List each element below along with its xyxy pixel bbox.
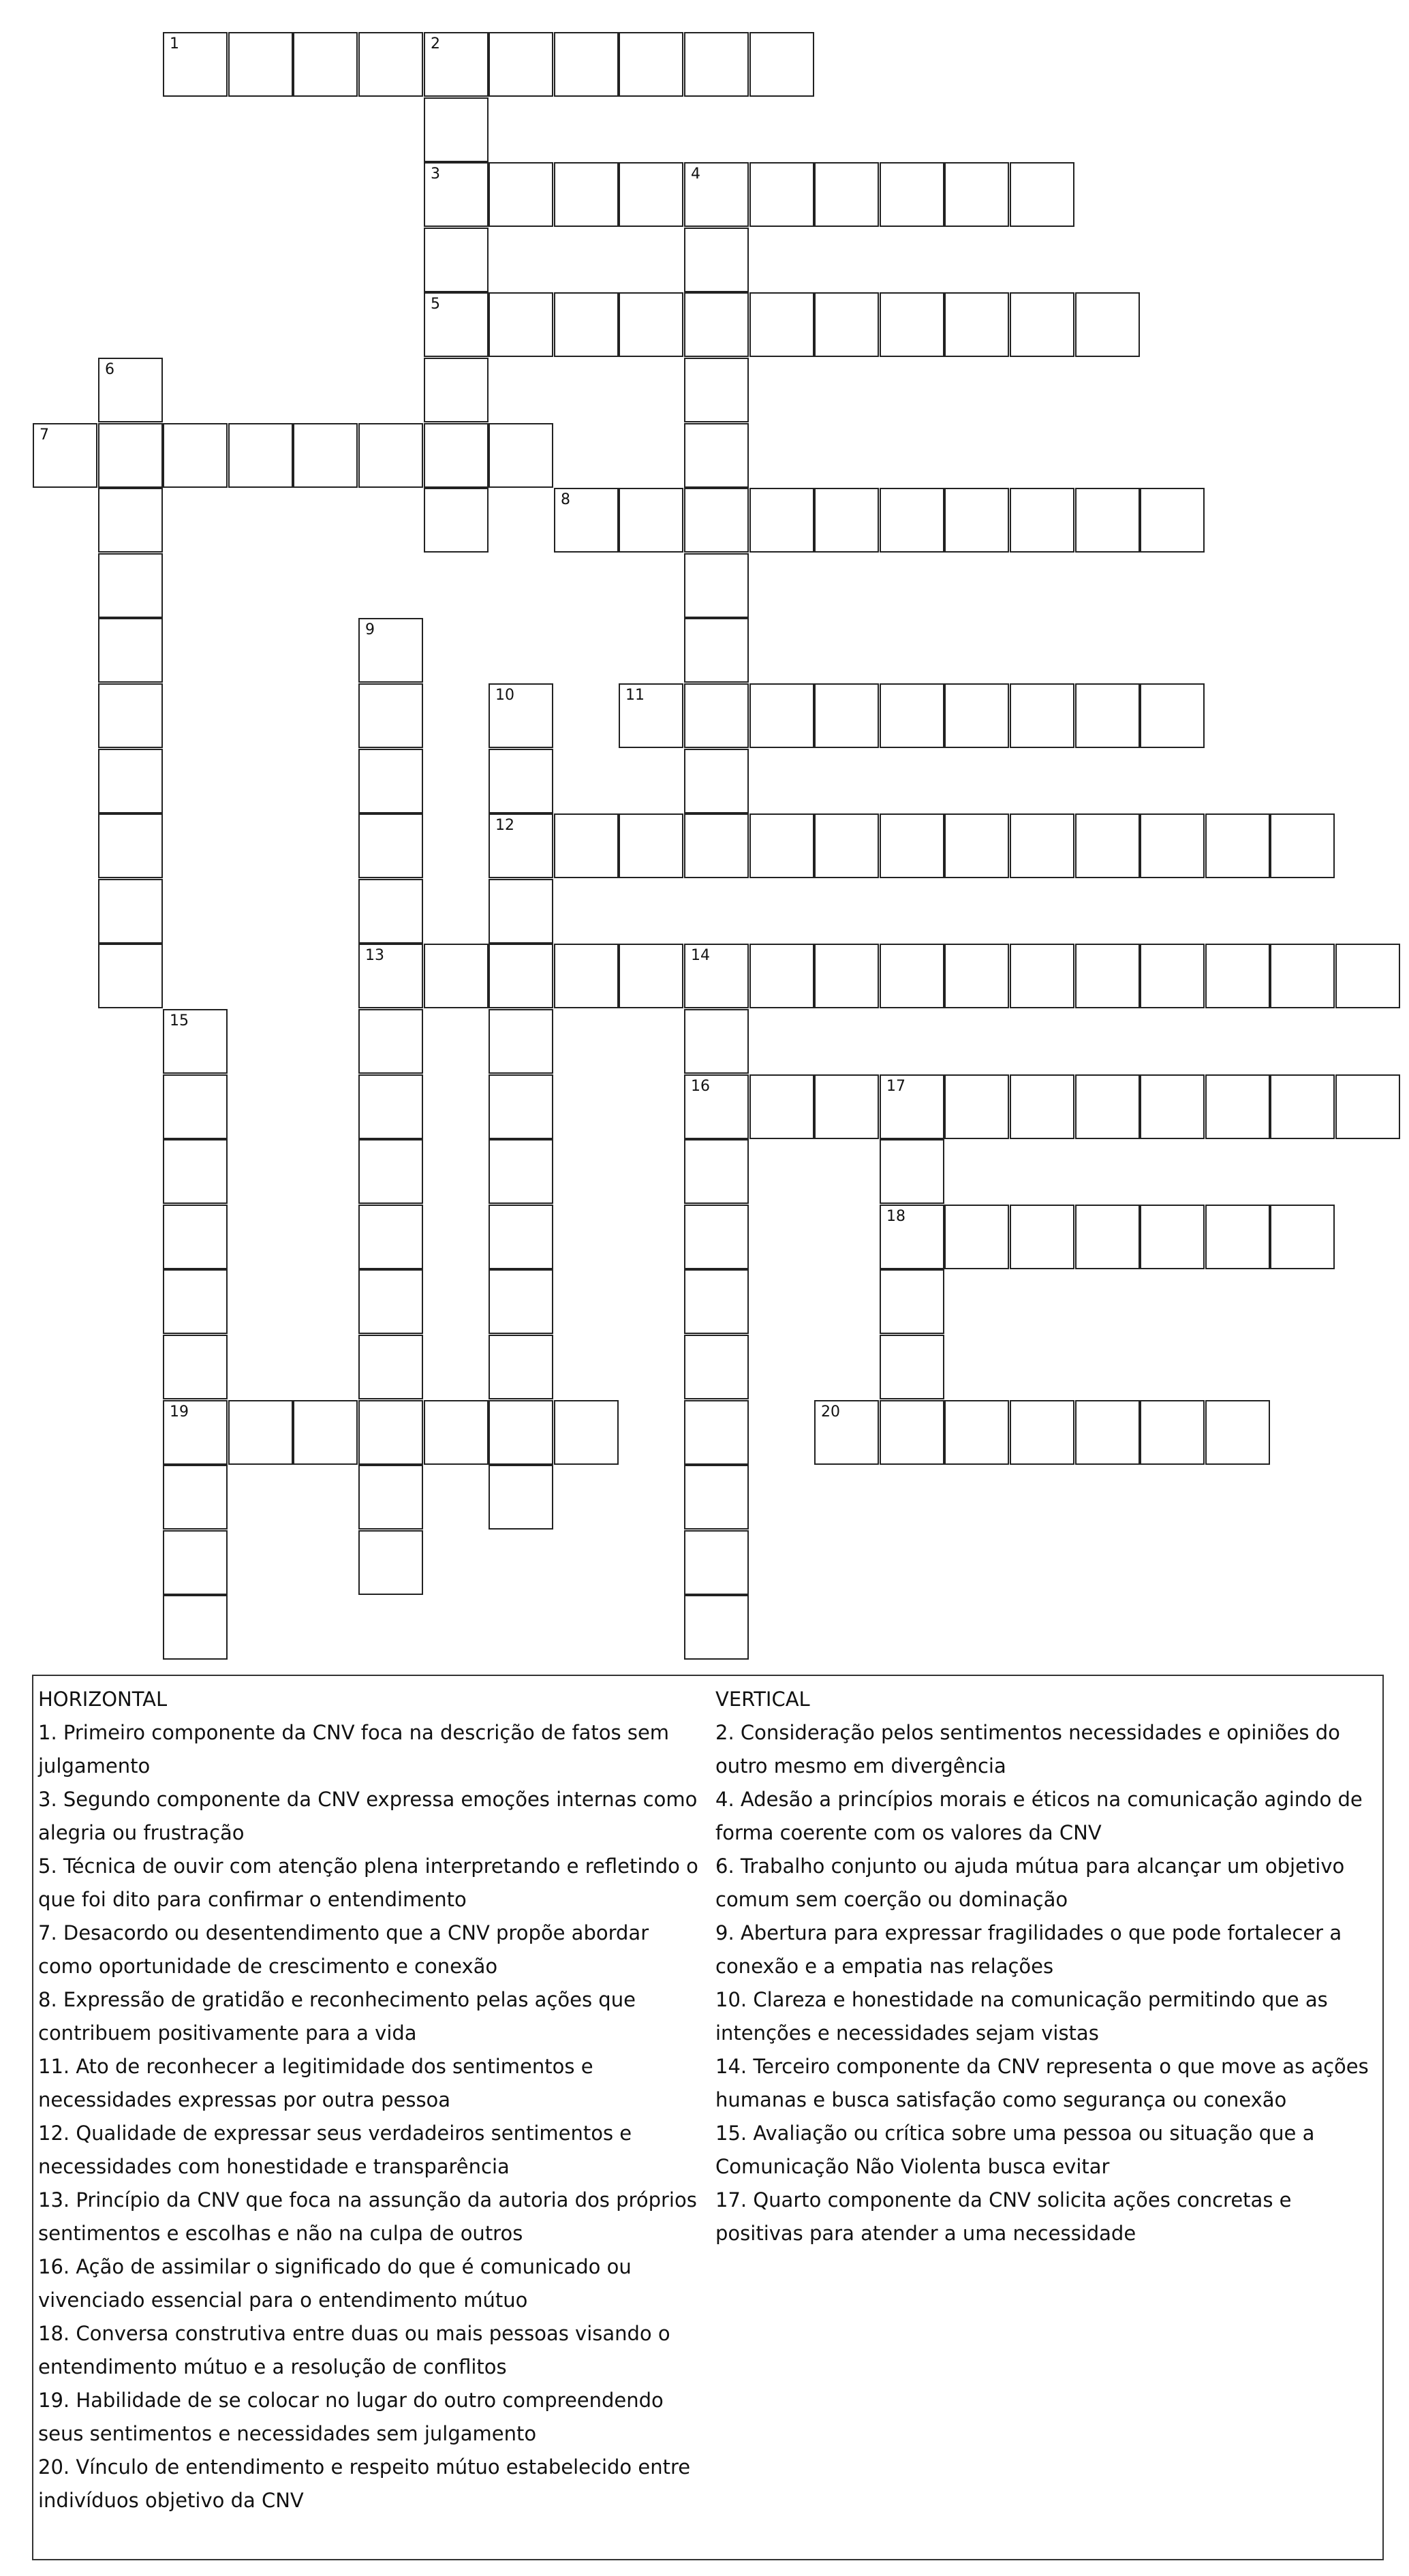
grid-cell[interactable] (358, 1009, 423, 1074)
clue-number: 10 (495, 687, 514, 704)
grid-cell[interactable] (684, 488, 749, 553)
grid-cell[interactable] (814, 488, 879, 553)
grid-cell[interactable] (619, 292, 683, 357)
grid-cell[interactable] (163, 32, 228, 97)
grid-cell[interactable] (98, 879, 163, 944)
grid-cell[interactable] (489, 1139, 553, 1204)
grid-cell[interactable] (814, 1074, 879, 1139)
grid-cell[interactable] (1205, 1400, 1270, 1465)
grid-cell[interactable] (1140, 944, 1205, 1008)
grid-cell[interactable] (163, 423, 228, 488)
grid-cell[interactable] (684, 1400, 749, 1465)
grid-cell[interactable] (98, 944, 163, 1008)
grid-cell[interactable] (619, 683, 683, 748)
horizontal-clues (38, 1683, 702, 2517)
grid-cell[interactable] (944, 162, 1009, 227)
grid-cell[interactable] (749, 32, 814, 97)
horizontal-clue: 18. Conversa construtiva entre duas ou mais pessoas visando o entendimento mútuo e a resolução de conflitos (38, 2322, 670, 2378)
vertical-clue: 15. Avaliação ou crítica sobre uma pessoa ou situação que a Comunicação Não Violenta busca evitar (715, 2122, 1315, 2178)
grid-cell[interactable] (814, 1400, 879, 1465)
grid-cell[interactable] (1205, 944, 1270, 1008)
vertical-clue-list (715, 1716, 1380, 2250)
grid-cell[interactable] (424, 944, 489, 1008)
grid-cell[interactable] (880, 1400, 944, 1465)
grid-cell[interactable] (1140, 1074, 1205, 1139)
horizontal-clue: 11. Ato de reconhecer a legitimidade dos sentimentos e necessidades expressas por outra pessoa (38, 2055, 593, 2111)
grid-cell[interactable] (1270, 944, 1335, 1008)
grid-cell[interactable] (293, 32, 358, 97)
grid-cell[interactable] (554, 488, 619, 553)
grid-cell[interactable] (358, 1205, 423, 1269)
grid-cell[interactable] (880, 162, 944, 227)
grid-cell[interactable] (424, 228, 489, 292)
grid-cell[interactable] (358, 618, 423, 683)
grid-cell[interactable] (163, 1400, 228, 1465)
grid-cell[interactable] (489, 879, 553, 944)
clue-number: 6 (105, 361, 114, 378)
grid-cell[interactable] (1010, 162, 1074, 227)
grid-cell[interactable] (489, 1009, 553, 1074)
grid-cell[interactable] (814, 162, 879, 227)
grid-cell[interactable] (489, 683, 553, 748)
clue-number: 18 (886, 1208, 905, 1225)
grid-cell[interactable] (358, 683, 423, 748)
grid-cell[interactable] (358, 1400, 423, 1465)
grid-cell[interactable] (749, 162, 814, 227)
grid-cell[interactable] (944, 292, 1009, 357)
grid-cell[interactable] (489, 292, 553, 357)
horizontal-heading: HORIZONTAL (38, 1688, 168, 1711)
clue-number: 11 (625, 687, 645, 704)
grid-cell[interactable] (814, 683, 879, 748)
grid-cell[interactable] (554, 1400, 619, 1465)
grid-cell[interactable] (98, 618, 163, 683)
grid-cell[interactable] (358, 879, 423, 944)
vertical-clue: 10. Clareza e honestidade na comunicação permitindo que as intenções e necessidades sejam vistas (715, 1988, 1328, 2045)
clue-number: 14 (691, 947, 710, 964)
grid-cell[interactable] (880, 1074, 944, 1139)
clue-number: 8 (561, 491, 570, 508)
grid-cell[interactable] (944, 813, 1009, 878)
grid-cell[interactable] (1335, 1074, 1400, 1139)
grid-cell[interactable] (880, 292, 944, 357)
grid-cell[interactable] (1205, 1205, 1270, 1269)
grid-cell[interactable] (33, 423, 97, 488)
grid-cell[interactable] (749, 683, 814, 748)
grid-cell[interactable] (684, 1530, 749, 1595)
grid-cell[interactable] (684, 813, 749, 878)
grid-cell[interactable] (1270, 813, 1335, 878)
grid-cell[interactable] (424, 32, 489, 97)
vertical-clue: 6. Trabalho conjunto ou ajuda mútua para alcançar um objetivo comum sem coerção ou dominação (715, 1855, 1345, 1911)
grid-cell[interactable] (358, 32, 423, 97)
grid-cell[interactable] (1075, 1205, 1140, 1269)
grid-cell[interactable] (880, 1205, 944, 1269)
grid-cell[interactable] (358, 1335, 423, 1399)
clue-number: 17 (886, 1078, 905, 1095)
grid-cell[interactable] (684, 1335, 749, 1399)
clue-number: 1 (170, 35, 179, 52)
grid-cell[interactable] (554, 292, 619, 357)
grid-cell[interactable] (684, 944, 749, 1008)
grid-cell[interactable] (880, 488, 944, 553)
grid-cell[interactable] (163, 1139, 228, 1204)
horizontal-clue: 1. Primeiro componente da CNV foca na descrição de fatos sem julgamento (38, 1721, 670, 1778)
grid-cell[interactable] (489, 32, 553, 97)
grid-cell[interactable] (619, 488, 683, 553)
grid-cell[interactable] (619, 813, 683, 878)
grid-cell[interactable] (293, 423, 358, 488)
clue-number: 3 (431, 166, 440, 183)
grid-cell[interactable] (98, 683, 163, 748)
grid-cell[interactable] (944, 1074, 1009, 1139)
grid-cell[interactable] (1010, 488, 1074, 553)
grid-cell[interactable] (684, 1009, 749, 1074)
grid-cell[interactable] (684, 1139, 749, 1204)
grid-cell[interactable] (98, 813, 163, 878)
grid-cell[interactable] (1010, 1074, 1074, 1139)
grid-cell[interactable] (944, 944, 1009, 1008)
grid-cell[interactable] (1205, 1074, 1270, 1139)
clue-number: 20 (821, 1403, 840, 1421)
grid-cell[interactable] (880, 683, 944, 748)
grid-cell[interactable] (1075, 488, 1140, 553)
grid-cell[interactable] (619, 32, 683, 97)
grid-cell[interactable] (228, 423, 293, 488)
grid-cell[interactable] (1075, 292, 1140, 357)
horizontal-clue: 16. Ação de assimilar o significado do que é comunicado ou vivenciado essencial para o entendimento mútuo (38, 2255, 632, 2312)
grid-cell[interactable] (749, 292, 814, 357)
grid-cell[interactable] (163, 1465, 228, 1530)
grid-cell[interactable] (98, 553, 163, 618)
grid-cell[interactable] (424, 1400, 489, 1465)
clue-number: 13 (365, 947, 384, 964)
grid-cell[interactable] (228, 1400, 293, 1465)
grid-cell[interactable] (163, 1530, 228, 1595)
grid-cell[interactable] (1140, 683, 1205, 748)
grid-cell[interactable] (684, 32, 749, 97)
vertical-clue: 2. Consideração pelos sentimentos necessidades e opiniões do outro mesmo em divergência (715, 1721, 1340, 1778)
grid-cell[interactable] (358, 749, 423, 813)
clue-number: 12 (495, 817, 514, 834)
grid-cell[interactable] (424, 358, 489, 422)
grid-cell[interactable] (163, 1595, 228, 1660)
grid-cell[interactable] (554, 32, 619, 97)
grid-cell[interactable] (358, 1465, 423, 1530)
clue-number: 9 (365, 621, 375, 638)
grid-cell[interactable] (684, 162, 749, 227)
grid-cell[interactable] (358, 944, 423, 1008)
grid-cell[interactable] (684, 1595, 749, 1660)
clue-number: 5 (431, 296, 440, 313)
grid-cell[interactable] (814, 292, 879, 357)
clue-number: 4 (691, 166, 700, 183)
horizontal-clue: 19. Habilidade de se colocar no lugar do outro compreendendo seus sentimentos e necessidades sem julgamento (38, 2389, 664, 2445)
grid-cell[interactable] (554, 162, 619, 227)
grid-cell[interactable] (489, 162, 553, 227)
clue-number: 7 (40, 426, 49, 444)
grid-cell[interactable] (814, 944, 879, 1008)
grid-cell[interactable] (228, 32, 293, 97)
grid-cell[interactable] (749, 944, 814, 1008)
vertical-clue: 9. Abertura para expressar fragilidades o que pode fortalecer a conexão e a empatia nas relações (715, 1921, 1342, 1978)
grid-cell[interactable] (944, 683, 1009, 748)
grid-cell[interactable] (489, 813, 553, 878)
grid-cell[interactable] (944, 488, 1009, 553)
grid-cell[interactable] (163, 1205, 228, 1269)
grid-cell[interactable] (1270, 1205, 1335, 1269)
horizontal-clue: 13. Princípio da CNV que foca na assunção da autoria dos próprios sentimentos e escolhas e não na culpa de outros (38, 2188, 697, 2245)
grid-cell[interactable] (358, 423, 423, 488)
grid-cell[interactable] (98, 358, 163, 422)
horizontal-clue: 20. Vínculo de entendimento e respeito mútuo estabelecido entre indivíduos objetivo da CNV (38, 2455, 691, 2512)
grid-cell[interactable] (163, 1269, 228, 1334)
grid-cell[interactable] (880, 1269, 944, 1334)
grid-cell[interactable] (358, 1074, 423, 1139)
horizontal-clue: 3. Segundo componente da CNV expressa emoções internas como alegria ou frustração (38, 1788, 698, 1844)
grid-cell[interactable] (1010, 944, 1074, 1008)
grid-cell[interactable] (424, 97, 489, 162)
grid-cell[interactable] (1075, 683, 1140, 748)
clue-number: 19 (170, 1403, 189, 1421)
grid-cell[interactable] (1010, 683, 1074, 748)
grid-cell[interactable] (684, 618, 749, 683)
grid-cell[interactable] (489, 944, 553, 1008)
grid-cell[interactable] (684, 749, 749, 813)
clue-number: 16 (691, 1078, 710, 1095)
grid-cell[interactable] (684, 228, 749, 292)
grid-cell[interactable] (1140, 1205, 1205, 1269)
grid-cell[interactable] (98, 488, 163, 553)
grid-cell[interactable] (684, 1465, 749, 1530)
grid-cell[interactable] (358, 1269, 423, 1334)
clues-panel (32, 1675, 1384, 2560)
grid-cell[interactable] (424, 423, 489, 488)
grid-cell[interactable] (489, 749, 553, 813)
horizontal-clue-list (38, 1716, 702, 2517)
grid-cell[interactable] (1075, 944, 1140, 1008)
grid-cell[interactable] (880, 1139, 944, 1204)
grid-cell[interactable] (749, 488, 814, 553)
grid-cell[interactable] (880, 944, 944, 1008)
clue-number: 2 (431, 35, 440, 52)
clue-number: 15 (170, 1012, 189, 1029)
grid-cell[interactable] (1270, 1074, 1335, 1139)
grid-cell[interactable] (489, 1269, 553, 1334)
vertical-clue: 17. Quarto componente da CNV solicita ações concretas e positivas para atender a uma necessidade (715, 2188, 1292, 2245)
grid-cell[interactable] (163, 1009, 228, 1074)
grid-cell[interactable] (1140, 813, 1205, 878)
grid-cell[interactable] (1010, 1400, 1074, 1465)
grid-cell[interactable] (1335, 944, 1400, 1008)
grid-cell[interactable] (684, 1074, 749, 1139)
grid-cell[interactable] (163, 1335, 228, 1399)
vertical-heading: VERTICAL (715, 1688, 810, 1711)
grid-cell[interactable] (814, 813, 879, 878)
grid-cell[interactable] (880, 813, 944, 878)
grid-cell[interactable] (1140, 1400, 1205, 1465)
grid-cell[interactable] (1205, 813, 1270, 878)
grid-cell[interactable] (554, 944, 619, 1008)
grid-cell[interactable] (1010, 1205, 1074, 1269)
grid-cell[interactable] (749, 813, 814, 878)
grid-cell[interactable] (684, 358, 749, 422)
grid-cell[interactable] (554, 813, 619, 878)
grid-cell[interactable] (944, 1400, 1009, 1465)
grid-cell[interactable] (293, 1400, 358, 1465)
grid-cell[interactable] (358, 1139, 423, 1204)
horizontal-clue: 8. Expressão de gratidão e reconhecimento pelas ações que contribuem positivamente para a vida (38, 1988, 636, 2045)
grid-cell[interactable] (684, 292, 749, 357)
grid-cell[interactable] (684, 683, 749, 748)
grid-cell[interactable] (684, 1269, 749, 1334)
grid-cell[interactable] (489, 1335, 553, 1399)
vertical-clue: 14. Terceiro componente da CNV representa o que move as ações humanas e busca satisfação como segurança ou conexão (715, 2055, 1369, 2111)
grid-cell[interactable] (1075, 1074, 1140, 1139)
grid-cell[interactable] (98, 423, 163, 488)
grid-cell[interactable] (489, 1465, 553, 1530)
grid-cell[interactable] (489, 1205, 553, 1269)
grid-cell[interactable] (619, 162, 683, 227)
horizontal-clue: 7. Desacordo ou desentendimento que a CNV propõe abordar como oportunidade de crescimento e conexão (38, 1921, 649, 1978)
grid-cell[interactable] (944, 1205, 1009, 1269)
grid-cell[interactable] (163, 1074, 228, 1139)
grid-cell[interactable] (1140, 488, 1205, 553)
grid-cell[interactable] (880, 1335, 944, 1399)
grid-cell[interactable] (358, 1530, 423, 1595)
grid-cell[interactable] (424, 162, 489, 227)
grid-cell[interactable] (424, 488, 489, 553)
grid-cell[interactable] (1075, 1400, 1140, 1465)
vertical-clues (715, 1683, 1380, 2250)
grid-cell[interactable] (358, 813, 423, 878)
grid-cell[interactable] (684, 1205, 749, 1269)
vertical-clue: 4. Adesão a princípios morais e éticos na comunicação agindo de forma coerente com os valores da CNV (715, 1788, 1363, 1844)
grid-cell[interactable] (98, 749, 163, 813)
grid-cell[interactable] (1010, 813, 1074, 878)
grid-cell[interactable] (424, 292, 489, 357)
grid-cell[interactable] (1010, 292, 1074, 357)
grid-cell[interactable] (489, 1400, 553, 1465)
grid-cell[interactable] (489, 1074, 553, 1139)
grid-cell[interactable] (684, 553, 749, 618)
grid-cell[interactable] (1075, 813, 1140, 878)
grid-cell[interactable] (749, 1074, 814, 1139)
grid-cell[interactable] (684, 423, 749, 488)
grid-cell[interactable] (489, 423, 553, 488)
grid-cell[interactable] (619, 944, 683, 1008)
horizontal-clue: 12. Qualidade de expressar seus verdadeiros sentimentos e necessidades com honestidade e transparência (38, 2122, 632, 2178)
horizontal-clue: 5. Técnica de ouvir com atenção plena interpretando e refletindo o que foi dito para confirmar o entendimento (38, 1855, 698, 1911)
